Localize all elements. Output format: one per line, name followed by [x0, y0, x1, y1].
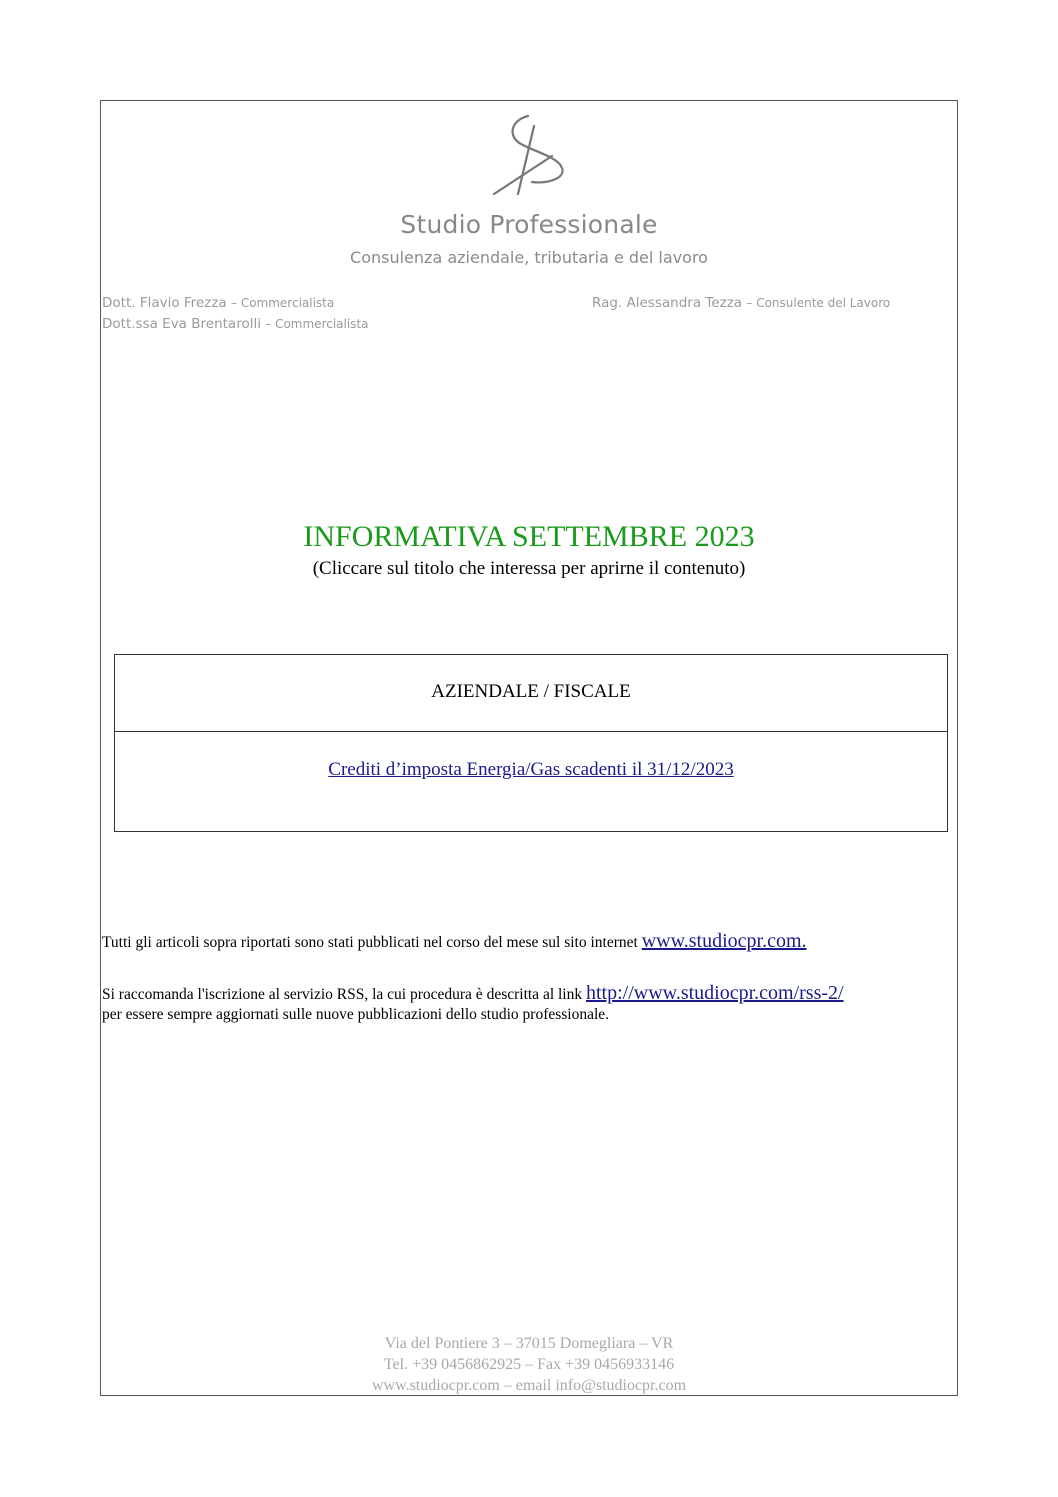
person-name: Rag. Alessandra Tezza: [592, 295, 743, 311]
person-role: – Consulente del Lavoro: [746, 296, 891, 310]
footer-phone: Tel. +39 0456862925 – Fax +39 0456933146: [383, 1356, 675, 1373]
person-flavio-frezza: [102, 295, 334, 311]
person-name: Dott.ssa Eva Brentarolli: [102, 316, 261, 332]
contents-table-header: AZIENDALE / FISCALE: [115, 655, 947, 732]
document-title: INFORMATIVA SETTEMBRE 2023: [303, 520, 755, 553]
person-role: – Commercialista: [265, 317, 369, 331]
studio-subtitle: Consulenza aziendale, tributaria e del lavoro: [350, 248, 708, 267]
paragraph-rss-continued: per essere sempre aggiornati sulle nuove pubblicazioni dello studio professionale.: [102, 1006, 610, 1023]
article-link-crediti-energia-gas[interactable]: Crediti d’imposta Energia/Gas scadenti il 31/12/2023: [328, 759, 734, 780]
person-alessandra-tezza: [592, 295, 890, 311]
paragraph-text: Tutti gli articoli sopra riportati sono stati pubblicati nel corso del mese sul sito internet: [102, 934, 642, 951]
footer-web-email: www.studiocpr.com – email info@studiocpr.com: [371, 1377, 687, 1394]
rss-link[interactable]: http://www.studiocpr.com/rss-2/: [586, 982, 844, 1004]
paragraph-published-articles: [102, 930, 807, 953]
contents-table: [114, 654, 948, 832]
footer-address: Via del Pontiere 3 – 37015 Domegliara – VR: [384, 1335, 674, 1352]
paragraph-text: Si raccomanda l'iscrizione al servizio RSS, la cui procedura è descritta al link: [102, 986, 586, 1003]
document-subtitle: (Cliccare sul titolo che interessa per aprirne il contenuto): [312, 558, 746, 579]
contents-table-row: [115, 732, 947, 781]
person-eva-brentarolli: [102, 316, 369, 332]
website-link[interactable]: www.studiocpr.com.: [641, 930, 807, 952]
studio-name: Studio Professionale: [400, 210, 658, 239]
person-name: Dott. Flavio Frezza: [102, 295, 227, 311]
person-role: – Commercialista: [231, 296, 335, 310]
paragraph-rss: [102, 982, 844, 1005]
studio-logo: [488, 112, 572, 198]
